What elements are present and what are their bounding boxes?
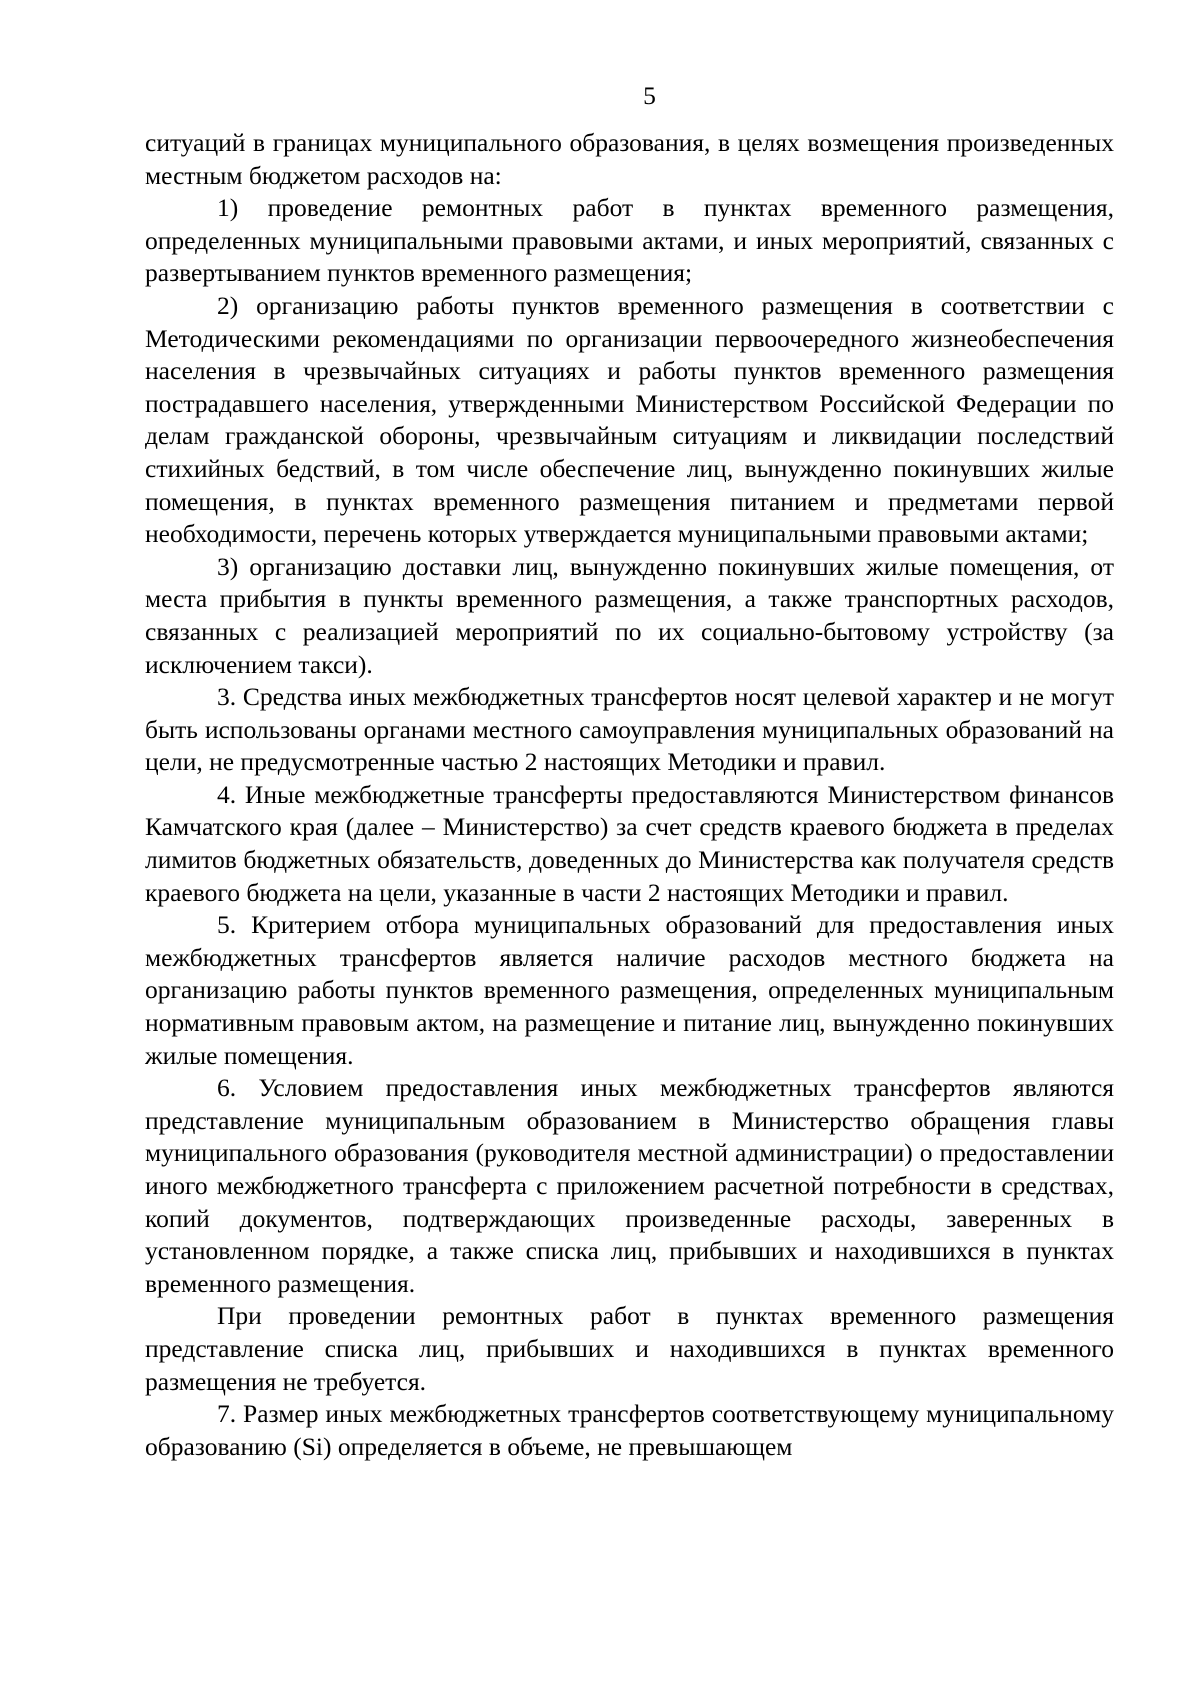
paragraph-item-1: 1) проведение ремонтных работ в пунктах временного размещения, определенных муниципальными правовыми актами, и иных мероприятий, связанных с развертыванием пунктов временного размещения; <box>145 193 1114 288</box>
paragraph-section-7: 7. Размер иных межбюджетных трансфертов соответствующему муниципальному образованию (Si) определяется в объеме, не превышающем <box>145 1399 1114 1461</box>
paragraph-section-5: 5. Критерием отбора муниципальных образований для предоставления иных межбюджетных трансфертов является наличие расходов местного бюджета на организацию работы пунктов временного размещения, определенных муниципальным нормативным правовым актом, на размещение и питание лиц, вынужденно покинувших жилые помещения. <box>145 910 1114 1070</box>
paragraph-item-3: 3) организацию доставки лиц, вынужденно покинувших жилые помещения, от места прибытия в пункты временного размещения, а также транспортных расходов, связанных с реализацией мероприятий по их социально-бытовому устройству (за исключением такси). <box>145 551 1114 679</box>
paragraph-section-4: 4. Иные межбюджетные трансферты предоставляются Министерством финансов Камчатского края (далее – Министерство) за счет средств краевого бюджета в пределах лимитов бюджетных обязательств, доведенных до Министерства как получателя средств краевого бюджета на цели, указанные в части 2 настоящих Методики и правил. <box>145 779 1114 907</box>
paragraph-section-3: 3. Средства иных межбюджетных трансфертов носят целевой характер и не могут быть использованы органами местного самоуправления муниципальных образований на цели, не предусмотренные частью 2 настоящих Методики и правил. <box>145 682 1114 777</box>
document-body <box>145 127 1114 1463</box>
paragraph-repair-note: При проведении ремонтных работ в пунктах временного размещения представление списка лиц, прибывших и находившихся в пунктах временного размещения не требуется. <box>145 1301 1114 1396</box>
page-number: 5 <box>643 81 656 110</box>
paragraph-item-2: 2) организацию работы пунктов временного размещения в соответствии с Методическими рекомендациями по организации первоочередного жизнеобеспечения населения в чрезвычайных ситуациях и работы пунктов временного размещения пострадавшего населения, утвержденными Министерством Российской Федерации по делам гражданской обороны, чрезвычайным ситуациям и ликвидации последствий стихийных бедствий, в том числе обеспечение лиц, вынужденно покинувших жилые помещения, в пунктах временного размещения питанием и предметами первой необходимости, перечень которых утверждается муниципальными правовыми актами; <box>145 290 1114 549</box>
paragraph-continuation: ситуаций в границах муниципального образования, в целях возмещения произведенных местным бюджетом расходов на: <box>145 128 1114 190</box>
paragraph-section-6: 6. Условием предоставления иных межбюджетных трансфертов являются представление муниципальным образованием в Министерство обращения главы муниципального образования (руководителя местной администрации) о предоставлении иного межбюджетного трансферта с приложением расчетной потребности в средствах, копий документов, подтверждающих произведенные расходы, заверенных в установленном порядке, а также списка лиц, прибывших и находившихся в пунктах временного размещения. <box>145 1073 1114 1298</box>
